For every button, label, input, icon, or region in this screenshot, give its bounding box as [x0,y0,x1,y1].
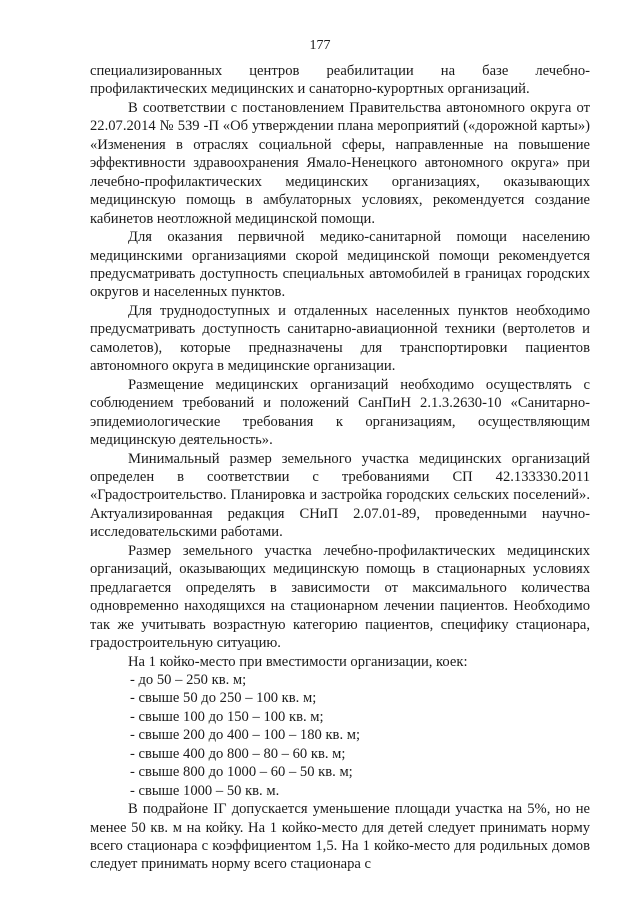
paragraph-subdistrict-reduction: В подрайоне IГ допускается уменьшение площади участка на 5%, но не менее 50 кв. м на койку. На 1 койко-место для детей следует принимать норму всего стационара с коэффициентом 1,5. На 1 койко-место для родильных домов следует принимать норму всего стационара с [90,801,590,873]
paragraph-remote-settlements: Для труднодоступных и отдаленных населенных пунктов необходимо предусматривать доступность санитарно-авиационной техники (вертолетов и самолетов), которые предназначены для транспортировки пациентов автономного округа в медицинские организации. [90,302,590,375]
list-item: - свыше 100 до 150 – 100 кв. м; [130,708,324,725]
paragraph-continuation: специализированных центров реабилитации на базе лечебно-профилактических медицинских и санаторно-курортных организаций. [90,63,590,98]
list-item: - до 50 – 250 кв. м; [130,671,247,688]
list-item: - свыше 800 до 1000 – 60 – 50 кв. м; [130,764,353,781]
paragraph-bed-capacity-intro: На 1 койко-место при вместимости организации, коек: [128,653,468,670]
paragraph-government-decree: В соответствии с постановлением Правительства автономного округа от 22.07.2014 № 539 -П «Об утверждении плана мероприятий («дорожной карты») «Изменения в отраслях социальной сферы, направленные на повышение эффективности здравоохранения Ямало-Ненецкого автономного округа» при лечебно-профилактических медицинских организациях, оказывающих медицинскую помощь в амбулаторных условиях, рекомендуется создание кабинетов неотложной медицинской помощи. [90,99,590,227]
list-item: - свыше 50 до 250 – 100 кв. м; [130,690,317,707]
paragraph-land-size-inpatient: Размер земельного участка лечебно-профилактических медицинских организаций, оказывающих медицинскую помощь в стационарных условиях предлагается определять в зависимости от максимального количества одновременно находящихся на стационарном лечении пациентов. Необходимо так же учитывать возрастную категорию пациентов, специфику стационара, градостроительную ситуацию. [90,542,590,652]
page-number: 177 [309,38,331,53]
paragraph-primary-care: Для оказания первичной медико-санитарной помощи населению медицинскими организациями скорой медицинской помощи рекомендуется предусматривать доступность специальных автомобилей в границах городских округов и населенных пунктов. [90,229,590,301]
paragraph-placement-requirements: Размещение медицинских организаций необходимо осуществлять с соблюдением требований и положений СанПиН 2.1.3.2630-10 «Санитарно-эпидемиологические требования к организациям, осуществляющим медицинскую деятельность». [90,376,590,449]
document-body [90,62,590,874]
list-item: - свыше 200 до 400 – 100 – 180 кв. м; [130,727,361,744]
list-item: - свыше 400 до 800 – 80 – 60 кв. м; [130,745,346,762]
bed-capacity-list [90,671,590,800]
paragraph-minimum-land-size: Минимальный размер земельного участка медицинских организаций определен в соответствии с требованиями СП 42.133330.2011 «Градостроительство. Планировка и застройка городских сельских поселений». Актуализированная редакция СНиП 2.07.01-89, проведенными научно-исследовательскими работами. [90,450,590,541]
list-item: - свыше 1000 – 50 кв. м. [130,782,280,799]
